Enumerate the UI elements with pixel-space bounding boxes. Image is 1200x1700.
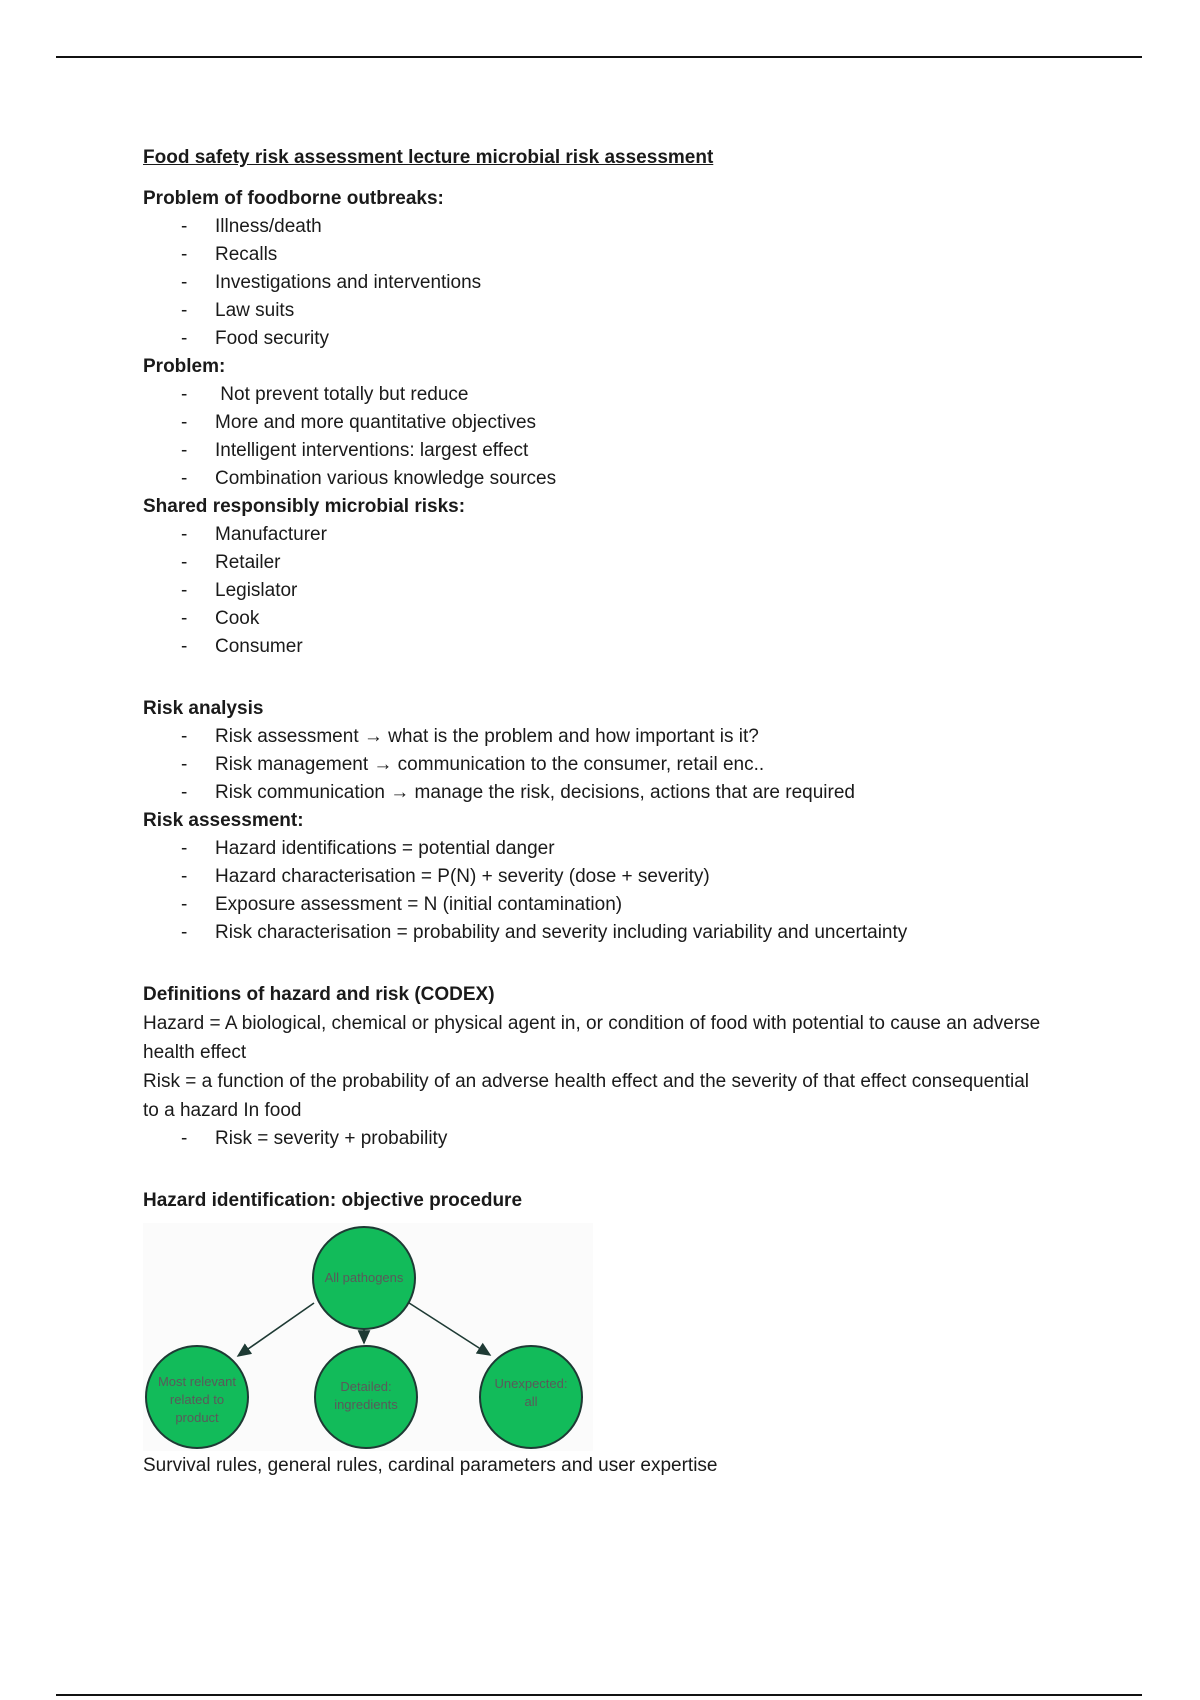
node-label-all-pathogens: All pathogens	[324, 1270, 404, 1285]
node-label-most-relevant-line1: Most relevant	[157, 1374, 237, 1389]
list-item: - Hazard characterisation = P(N) + severity (dose + severity)	[143, 863, 1043, 891]
list-risk-assessment	[143, 835, 1043, 947]
list-shared-responsibility	[143, 521, 1043, 661]
list-item: - Retailer	[143, 549, 1043, 577]
list-item: - Risk communication → manage the risk, decisions, actions that are required	[143, 779, 1043, 807]
hazard-definition: Hazard = A biological, chemical or physical agent in, or condition of food with potential to cause an adverse health effect	[143, 1013, 1041, 1063]
list-item: - Food security	[143, 325, 1043, 353]
list-item: - Risk = severity + probability	[143, 1125, 1043, 1153]
document-body	[143, 143, 1043, 1480]
heading-foodborne-outbreaks: Problem of foodborne outbreaks:	[143, 188, 444, 209]
list-risk-analysis	[143, 723, 1043, 807]
list-item: - Consumer	[143, 633, 1043, 661]
arrow-to-unexpected	[406, 1301, 490, 1355]
list-item: - Law suits	[143, 297, 1043, 325]
heading-risk-assessment: Risk assessment:	[143, 810, 304, 831]
diagram-canvas	[143, 1223, 593, 1451]
heading-hazard-identification: Hazard identification: objective procedure	[143, 1190, 523, 1211]
closing-statement: Survival rules, general rules, cardinal parameters and user expertise	[143, 1455, 718, 1476]
node-label-detailed-line1: Detailed:	[340, 1379, 392, 1394]
list-risk-formula	[143, 1125, 1043, 1153]
heading-shared-responsibility: Shared responsibly microbial risks:	[143, 496, 466, 517]
list-item: - Illness/death	[143, 213, 1043, 241]
list-item: - Cook	[143, 605, 1043, 633]
heading-risk-analysis: Risk analysis	[143, 698, 264, 719]
list-item: - Investigations and interventions	[143, 269, 1043, 297]
top-rule	[56, 56, 1142, 58]
arrow-to-most-relevant	[238, 1303, 314, 1356]
list-item: - Hazard identifications = potential danger	[143, 835, 1043, 863]
list-foodborne-outbreaks	[143, 213, 1043, 353]
document-title: Food safety risk assessment lecture microbial risk assessment	[143, 147, 714, 168]
node-label-detailed-line2: ingredients	[334, 1397, 398, 1412]
list-item: - Combination various knowledge sources	[143, 465, 1043, 493]
list-item: - Legislator	[143, 577, 1043, 605]
node-label-most-relevant-line2: related to	[169, 1392, 225, 1407]
list-item: - Risk characterisation = probability and severity including variability and uncertainty	[143, 919, 1043, 947]
node-label-unexpected-line1: Unexpected:	[494, 1376, 568, 1391]
list-item: - Manufacturer	[143, 521, 1043, 549]
list-item: - Not prevent totally but reduce	[143, 381, 1043, 409]
list-item: - Recalls	[143, 241, 1043, 269]
hazard-identification-diagram	[143, 1223, 593, 1451]
list-item: - More and more quantitative objectives	[143, 409, 1043, 437]
node-label-most-relevant-line3: product	[175, 1410, 219, 1425]
list-item: - Intelligent interventions: largest effect	[143, 437, 1043, 465]
list-item: - Exposure assessment = N (initial contamination)	[143, 891, 1043, 919]
bottom-rule	[56, 1694, 1142, 1696]
heading-definitions: Definitions of hazard and risk (CODEX)	[143, 984, 495, 1005]
node-label-unexpected-line2: all	[524, 1394, 538, 1409]
list-item: - Risk management → communication to the consumer, retail enc..	[143, 751, 1043, 779]
risk-definition: Risk = a function of the probability of an adverse health effect and the severity of that effect consequential to a hazard In food	[143, 1071, 1029, 1121]
list-problem	[143, 381, 1043, 493]
heading-problem: Problem:	[143, 356, 226, 377]
list-item: - Risk assessment → what is the problem and how important is it?	[143, 723, 1043, 751]
